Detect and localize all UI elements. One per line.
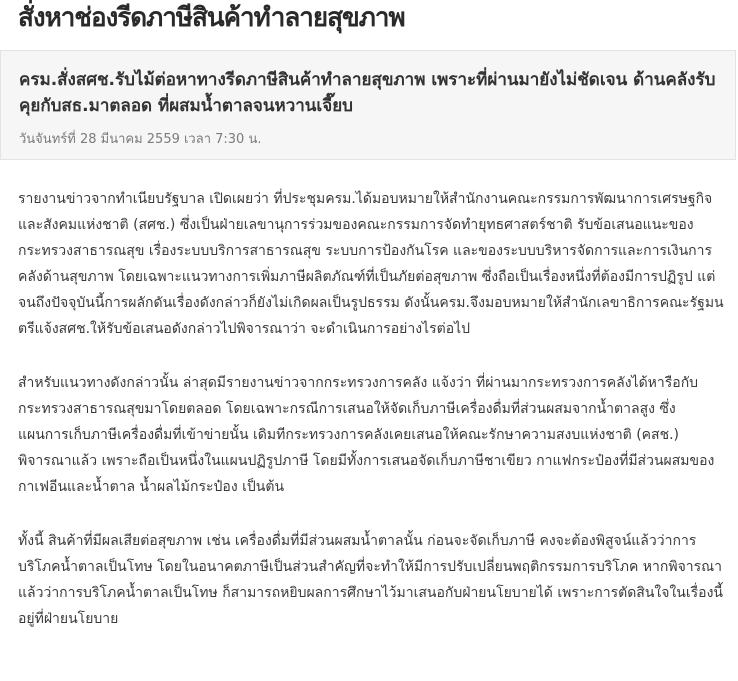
article-paragraph-1: รายงานข่าวจากทำเนียบรัฐบาล เปิดเผยว่า ที่ประชุมครม.ได้มอบหมายให้สำนักงานคณะกรรมการพัฒนาการเศรษฐกิจและสังคมแห่งชาติ (สศช.) ซึ่งเป็นฝ่ายเลขานุการร่วมของคณะกรรมการจัดทำยุทธศาสตร์ชาติ รับข้อเสนอแนะของกระทรวงสาธารณสุข เรื่องระบบบริการสาธารณสุข ระบบการป้องกันโรค และของระบบบริหารจัดการและการเงินการคลังด้านสุขภาพ โดยเฉพาะแนวทางการเพิ่มภาษีผลิตภัณฑ์ที่เป็นภัยต่อสุขภาพ ซึ่งถือเป็นเรื่องหนึ่งที่ต้องมีการปฏิรูป แต่จนถึงปัจจุบันนี้การผลักดันเรื่องดังกล่าวก็ยังไม่เกิดผลเป็นรูปธรรม ดังนั้นครม.จึงมอบหมายให้สำนักเลขาธิการคณะรัฐมนตรีแจ้งสศช.ให้รับข้อเสนอดังกล่าวไปพิจารณาว่า จะดำเนินการอย่างไรต่อไป bbox=[18, 191, 724, 337]
article-body bbox=[18, 186, 724, 660]
publish-date: วันจันทร์ที่ 28 มีนาคม 2559 เวลา 7:30 น. bbox=[19, 132, 262, 147]
article-summary-box bbox=[0, 50, 736, 160]
article-paragraph-3: ทั้งนี้ สินค้าที่มีผลเสียต่อสุขภาพ เช่น เครื่องดื่มที่มีส่วนผสมน้ำตาลนั้น ก่อนจะจัดเก็บภาษี คงจะต้องพิสูจน์แล้วว่าการบริโภคน้ำตาลเป็นโทษ โดยในอนาคตภาษีเป็นส่วนสำคัญที่จะทำให้มีการปรับเปลี่ยนพฤติกรรมการบริโภค หากพิจารณาแล้วว่าการบริโภคน้ำตาลเป็นโทษ ก็สามารถหยิบผลการศึกษาไว้มาเสนอกับฝ่ายนโยบายได้ เพราะการตัดสินใจในเรื่องนี้อยู่ที่ฝ่ายนโยบาย bbox=[18, 533, 723, 627]
article-headline: ครม.สั่งสศช.รับไม้ต่อหาทางรีดภาษีสินค้าทำลายสุขภาพ เพราะที่ผ่านมายังไม่ชัดเจน ด้านคลังรับคุยกับสธ.มาตลอด ที่ผสมน้ำตาลจนหวานเจี๊ยบ bbox=[19, 70, 716, 116]
article-paragraph-2: สำหรับแนวทางดังกล่าวนั้น ล่าสุดมีรายงานข่าวจากกระทรวงการคลัง แจ้งว่า ที่ผ่านมากระทรวงการคลังได้หารือกับกระทรวงสาธารณสุขมาโดยตลอด โดยเฉพาะกรณีการเสนอให้จัดเก็บภาษีเครื่องดื่มที่ส่วนผสมจากน้ำตาลสูง ซึ่งแผนการเก็บภาษีเครื่องดื่มที่เข้าข่ายนั้น เดิมทีกระทรวงการคลังเคยเสนอให้คณะรักษาความสงบแห่งชาติ (คสช.) พิจารณาแล้ว เพราะถือเป็นหนึ่งในแผนปฏิรูปภาษี โดยมีทั้งการเสนอจัดเก็บภาษีชาเขียว กาแฟกระป๋องที่มีส่วนผสมของกาเฟอีนและน้ำตาล น้ำผลไม้กระป๋อง เป็นต้น bbox=[18, 375, 715, 495]
page-title: สั่งหาช่องรีดภาษีสินค้าทำลายสุขภาพ bbox=[18, 3, 405, 33]
